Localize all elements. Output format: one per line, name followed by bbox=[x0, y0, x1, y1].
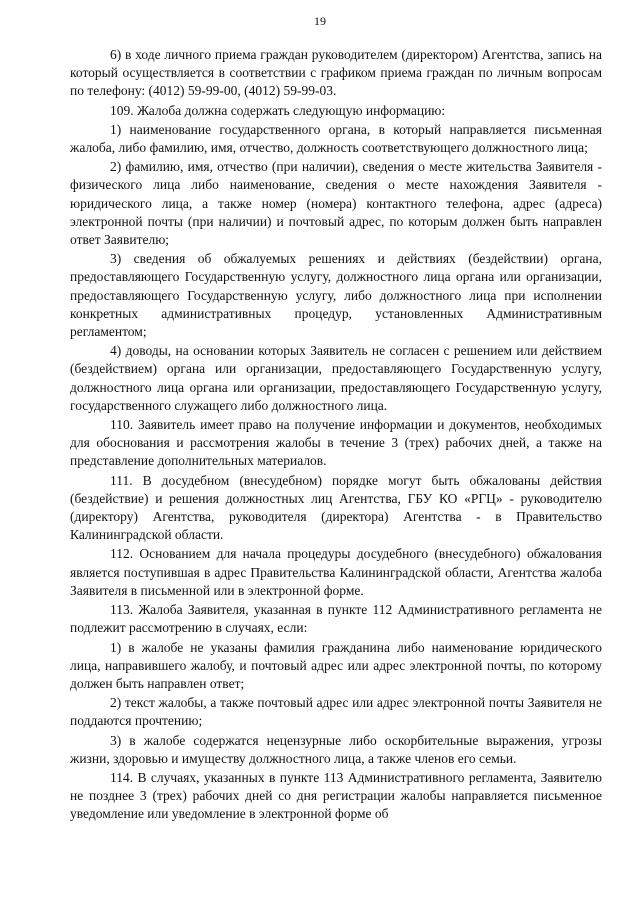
paragraph: 110. Заявитель имеет право на получение информации и документов, необходимых для обоснования и рассмотрения жалобы в течение 3 (трех) рабочих дней, а также на представление дополнительных материалов. bbox=[70, 417, 602, 469]
paragraph: 2) фамилию, имя, отчество (при наличии), сведения о месте жительства Заявителя - физического лица либо наименование, сведения о месте нахождения Заявителя - юридического лица, а также номер (номера) контактного телефона, адрес (адреса) электронной почты (при наличии) и почтовый адрес, по которым должен быть направлен ответ Заявителю; bbox=[70, 159, 602, 248]
paragraph: 112. Основанием для начала процедуры досудебного (внесудебного) обжалования является поступившая в адрес Правительства Калининградской области, Агентства жалоба Заявителя в письменной или в электронной форме. bbox=[70, 546, 602, 598]
paragraph: 3) сведения об обжалуемых решениях и действиях (бездействии) органа, предоставляющего Государственную услугу, должностного лица органа или организации, предоставляющего Государственную услугу, либо должностного лица при исполнении конкретных административных процедур, установленных Административным регламентом; bbox=[70, 251, 602, 340]
paragraph: 114. В случаях, указанных в пункте 113 Административного регламента, Заявителю не позднее 3 (трех) рабочих дней со дня регистрации жалобы направляется письменное уведомление или уведомление в электронной форме об bbox=[70, 769, 602, 822]
paragraph: 4) доводы, на основании которых Заявитель не согласен с решением или действием (бездействием) органа или организации, предоставляющего Государственную услугу, должностного лица органа или организации, предоставляющего Государственную услугу, государственного служащего либо должностного лица. bbox=[70, 343, 602, 413]
page-number: 19 bbox=[314, 14, 326, 28]
paragraph: 1) наименование государственного органа, в который направляется письменная жалоба, либо фамилию, имя, отчество, должность соответствующего должностного лица; bbox=[70, 121, 602, 156]
paragraph: 6) в ходе личного приема граждан руководителем (директором) Агентства, запись на который осуществляется в соответствии с графиком приема граждан по личным вопросам по телефону: (4012) 59-99-00, (4012) 59-99-03. bbox=[70, 47, 602, 99]
paragraph: 3) в жалобе содержатся нецензурные либо оскорбительные выражения, угрозы жизни, здоровью и имуществу должностного лица, а также членов его семьи. bbox=[70, 732, 602, 766]
paragraph: 111. В досудебном (внесудебном) порядке могут быть обжалованы действия (бездействие) и решения должностных лиц Агентства, ГБУ КО «РГЦ» - руководителю (директору) Агентства, руководителя (директора) Агентства - в Правительство Калининградской области. bbox=[70, 472, 602, 543]
paragraph: 113. Жалоба Заявителя, указанная в пункте 112 Административного регламента не подлежит рассмотрению в случаях, если: bbox=[70, 602, 602, 636]
paragraph: 1) в жалобе не указаны фамилия гражданина либо наименование юридического лица, направившего жалобу, и почтовый адрес или адрес электронной почты, по которому должен быть направлен ответ; bbox=[70, 639, 602, 691]
document-body bbox=[70, 46, 602, 825]
paragraph: 109. Жалоба должна содержать следующую информацию: bbox=[110, 102, 446, 118]
paragraph: 2) текст жалобы, а также почтовый адрес или адрес электронной почты Заявителя не поддаются прочтению; bbox=[70, 695, 602, 729]
